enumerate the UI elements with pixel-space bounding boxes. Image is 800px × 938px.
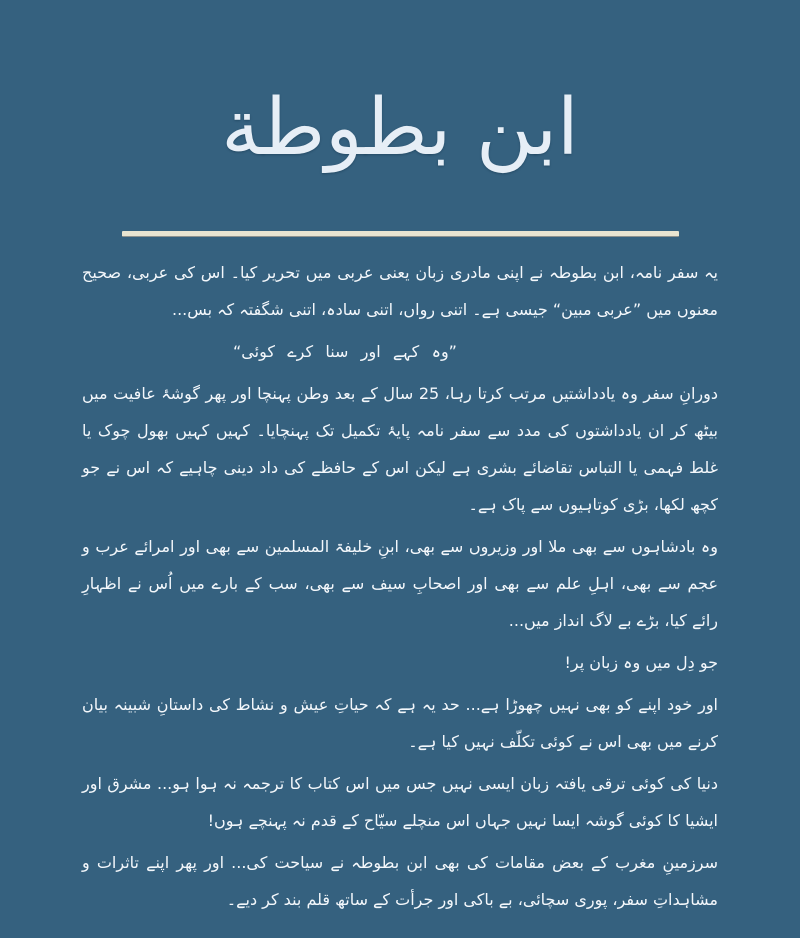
paragraph-west-travels: سرزمینِ مغرب کے بعض مقامات کی بھی ابن بطوطہ نے سیاحت کی... اور پھر اپنے تاثرات و مشاہداتِ سفر، پوری سچائی، بے باکی اور جرأت کے ساتھ قلم بند کر دیے۔ — [82, 853, 718, 909]
paragraph-encounters: وہ بادشاہوں سے بھی ملا اور وزیروں سے بھی، ابنِ خلیفۃ المسلمین سے بھی اور امرائے عرب و عجم سے بھی، اہلِ علم سے بھی اور اصحابِ سیف سے بھی، سب کے بارے میں اُس نے اظہارِ رائے کیا، بڑے بے لاگ انداز میں... — [82, 537, 718, 630]
paragraph-memoirs: دورانِ سفر وہ یادداشتیں مرتب کرتا رہا، 25 سال کے بعد وطن پہنچا اور پھر گوشۂ عافیت میں بیٹھ کر ان یادداشتوں کی مدد سے سفر نامہ پایۂ تکمیل تک پہنچایا۔ کہیں کہیں بھول چوک یا غلط فہمی یا التباس تقاضائے بشری ہے لیکن اس کے حافظے کی داد دینی چاہیے کہ اس نے جو کچھ لکھا، بڑی کوتاہیوں سے پاک ہے۔ — [82, 384, 719, 514]
paragraph-self-candor: اور خود اپنے کو بھی نہیں چھوڑا ہے... حد یہ ہے کہ حیاتِ عیش و نشاط کی داستانِ شبینہ بیان کرنے میں بھی اس نے کوئی تکلّف نہیں کیا ہے۔ — [82, 695, 718, 751]
paragraph-translations: دنیا کی کوئی ترقی یافتہ زبان ایسی نہیں جس میں اس کتاب کا ترجمہ نہ ہوا ہو... مشرق اور ایشیا کا کوئی گوشہ ایسا نہیں جہاں اس منچلے سیّاح کے قدم نہ پہنچے ہوں! — [82, 774, 718, 830]
divider-rule — [122, 231, 679, 237]
ibn-battuta-calligraphy-title: ابن بطوطة — [221, 83, 579, 173]
paragraph-intro: یہ سفر نامہ، ابن بطوطہ نے اپنی مادری زبان یعنی عربی میں تحریر کیا۔ اس کی عربی، صحیح معنوں میں ”عربی مبین“ جیسی ہے۔ اتنی رواں، اتنی سادہ، اتنی شگفتہ کہ بس... — [82, 263, 718, 319]
quote-verse: ”وہ کہے اور سنا کرے کوئی“ — [233, 342, 457, 361]
article-body — [82, 254, 718, 918]
line-heart-and-tongue: جو دِل میں وہ زبان پر! — [564, 653, 718, 672]
